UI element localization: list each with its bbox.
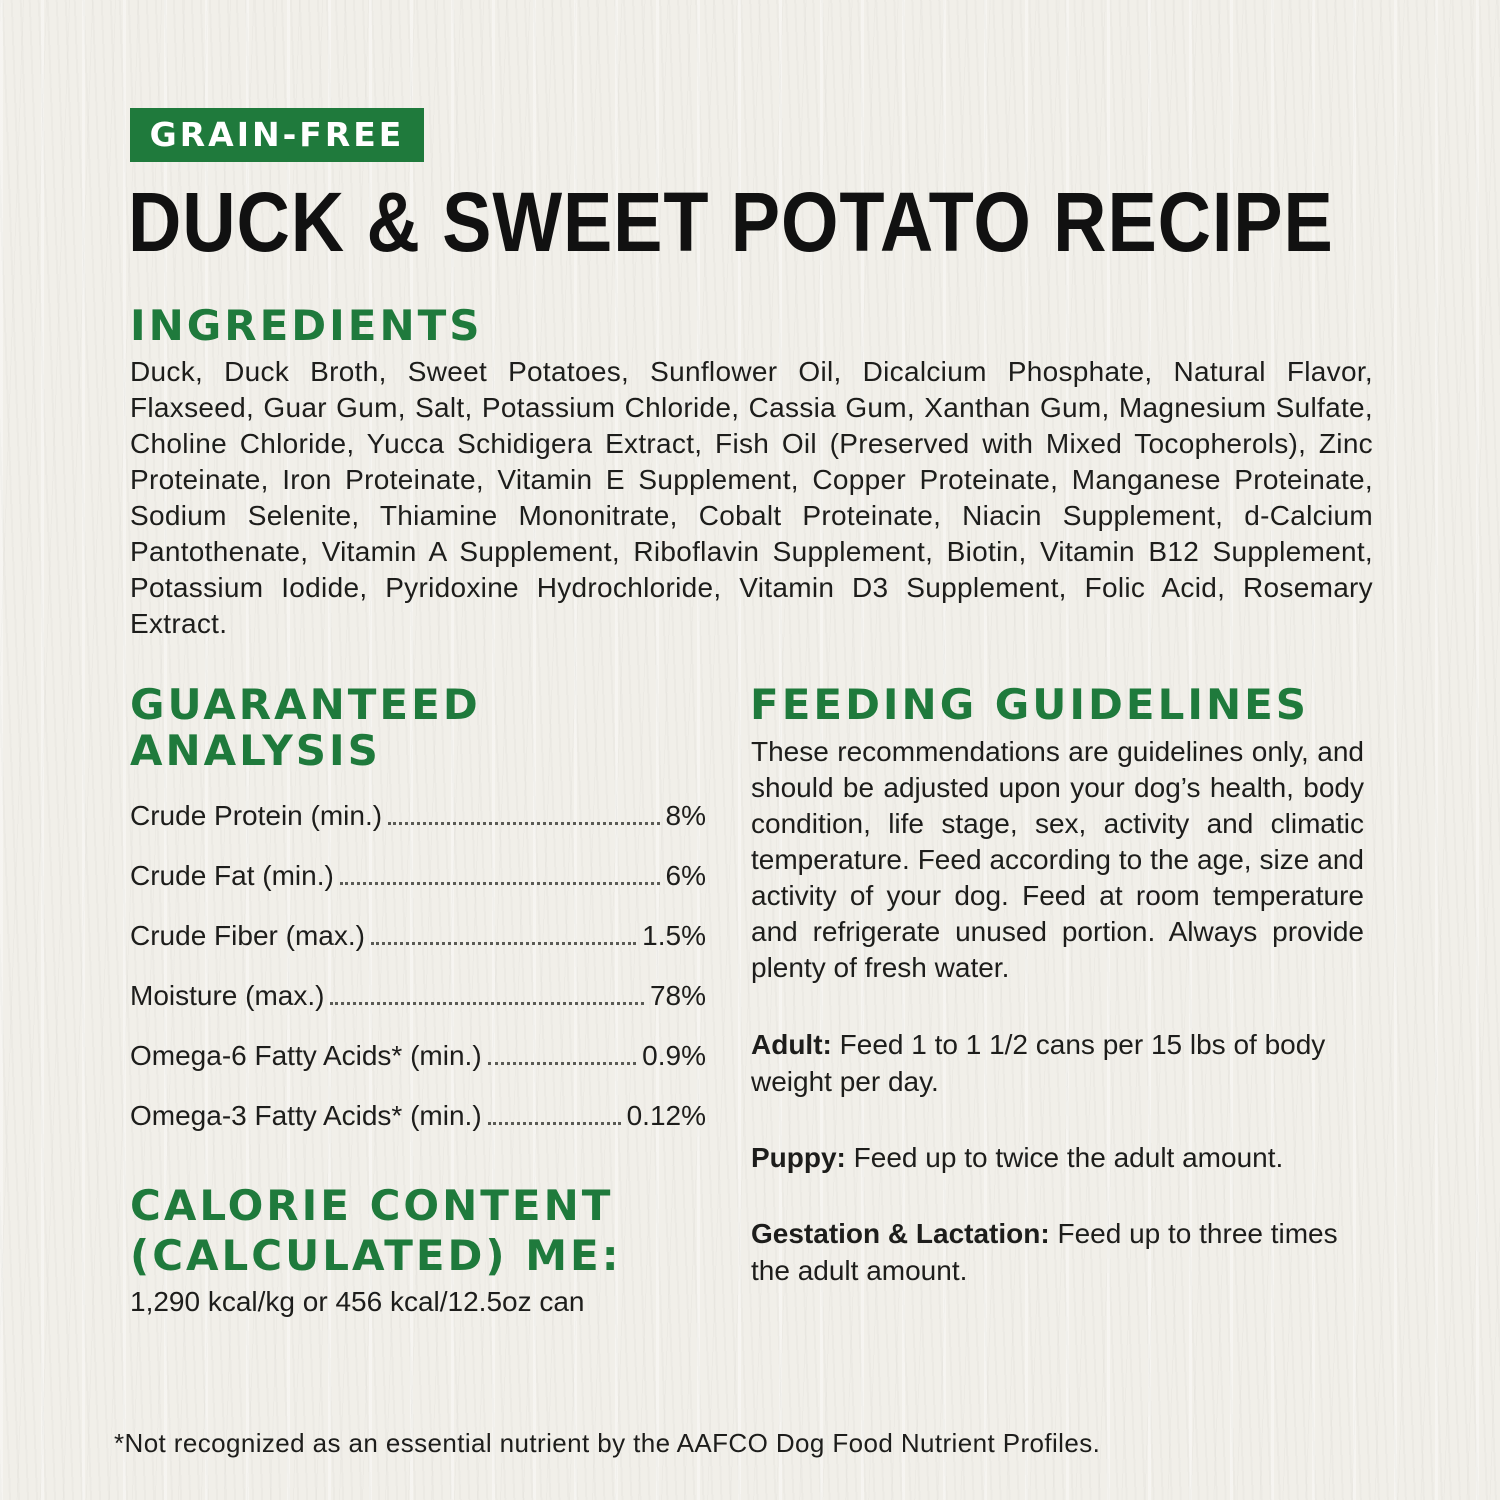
analysis-label: Crude Protein (min.) (130, 800, 383, 831)
analysis-row-crude-fiber (130, 920, 706, 980)
feeding-puppy-text: Feed up to twice the adult amount. (845, 1142, 1284, 1173)
dot-leader (371, 942, 636, 945)
feeding-gestation (751, 1215, 1364, 1289)
dot-leader (330, 1002, 643, 1005)
analysis-value: 8% (665, 800, 706, 831)
feeding-adult-label: Adult: (751, 1029, 832, 1060)
feeding-guidelines-heading: FEEDING GUIDELINES (750, 680, 1310, 729)
recipe-title: DUCK & SWEET POTATO RECIPE (128, 175, 1334, 269)
feeding-adult-text: Feed 1 to 1 1/2 cans per 15 lbs of body weight per day. (751, 1029, 1326, 1097)
calorie-content-text: 1,290 kcal/kg or 456 kcal/12.5oz can (130, 1286, 585, 1317)
calorie-heading-line1: CALORIE CONTENT (130, 1181, 614, 1230)
guaranteed-analysis-heading (130, 682, 650, 774)
guaranteed-analysis-list (130, 800, 706, 1160)
feeding-gestation-label: Gestation & Lactation: (751, 1218, 1050, 1249)
analysis-label: Moisture (max.) (130, 980, 325, 1011)
feeding-puppy-label: Puppy: (751, 1142, 846, 1173)
feeding-adult (751, 1026, 1364, 1100)
guaranteed-analysis-heading-line1: GUARANTEED (130, 680, 481, 729)
dot-leader (388, 822, 659, 825)
analysis-value: 0.12% (626, 1100, 706, 1131)
analysis-row-moisture (130, 980, 706, 1040)
analysis-row-crude-protein (130, 800, 706, 860)
feeding-guidelines-intro: These recommendations are guidelines only, and should be adjusted upon your dog’s health, body condition, life stage, sex, activity and climatic temperature. Feed according to the age, size and activity of your dog. Feed at room temperature and refrigerate unused portion. Always provide plenty of fresh water. (751, 736, 1364, 983)
analysis-label: Crude Fat (min.) (130, 860, 334, 891)
footnote: *Not recognized as an essential nutrient by the AAFCO Dog Food Nutrient Profiles. (114, 1428, 1101, 1458)
calorie-content-heading (130, 1181, 690, 1281)
grain-free-badge: GRAIN-FREE (130, 108, 424, 162)
analysis-value: 6% (665, 860, 706, 891)
feeding-gestation-text: Feed up to three times the adult amount. (751, 1218, 1338, 1286)
dot-leader (488, 1122, 621, 1125)
analysis-row-omega-3 (130, 1100, 706, 1160)
analysis-label: Omega-3 Fatty Acids* (min.) (130, 1100, 482, 1131)
feeding-puppy (751, 1139, 1364, 1176)
dot-leader (488, 1062, 637, 1065)
dot-leader (340, 882, 660, 885)
ingredients-heading: INGREDIENTS (130, 301, 483, 350)
analysis-row-omega-6 (130, 1040, 706, 1100)
guaranteed-analysis-heading-line2: ANALYSIS (130, 726, 381, 775)
analysis-label: Omega-6 Fatty Acids* (min.) (130, 1040, 482, 1071)
analysis-value: 78% (649, 980, 706, 1011)
analysis-value: 1.5% (642, 920, 706, 951)
analysis-label: Crude Fiber (max.) (130, 920, 365, 951)
analysis-value: 0.9% (642, 1040, 706, 1071)
calorie-heading-line2: (CALCULATED) ME: (130, 1231, 622, 1280)
analysis-row-crude-fat (130, 860, 706, 920)
ingredients-text: Duck, Duck Broth, Sweet Potatoes, Sunflower Oil, Dicalcium Phosphate, Natural Flavor, Flaxseed, Guar Gum, Salt, Potassium Chloride, Cassia Gum, Xanthan Gum, Magnesium Sulfate, Choline Chloride, Yucca Schidigera Extract, Fish Oil (Preserved with Mixed Tocopherols), Zinc Proteinate, Iron Proteinate, Vitamin E Supplement, Copper Proteinate, Manganese Proteinate, Sodium Selenite, Thiamine Mononitrate, Cobalt Proteinate, Niacin Supplement, d-Calcium Pantothenate, Vitamin A Supplement, Riboflavin Supplement, Biotin, Vitamin B12 Supplement, Potassium Iodide, Pyridoxine Hydrochloride, Vitamin D3 Supplement, Folic Acid, Rosemary Extract. (130, 356, 1373, 639)
